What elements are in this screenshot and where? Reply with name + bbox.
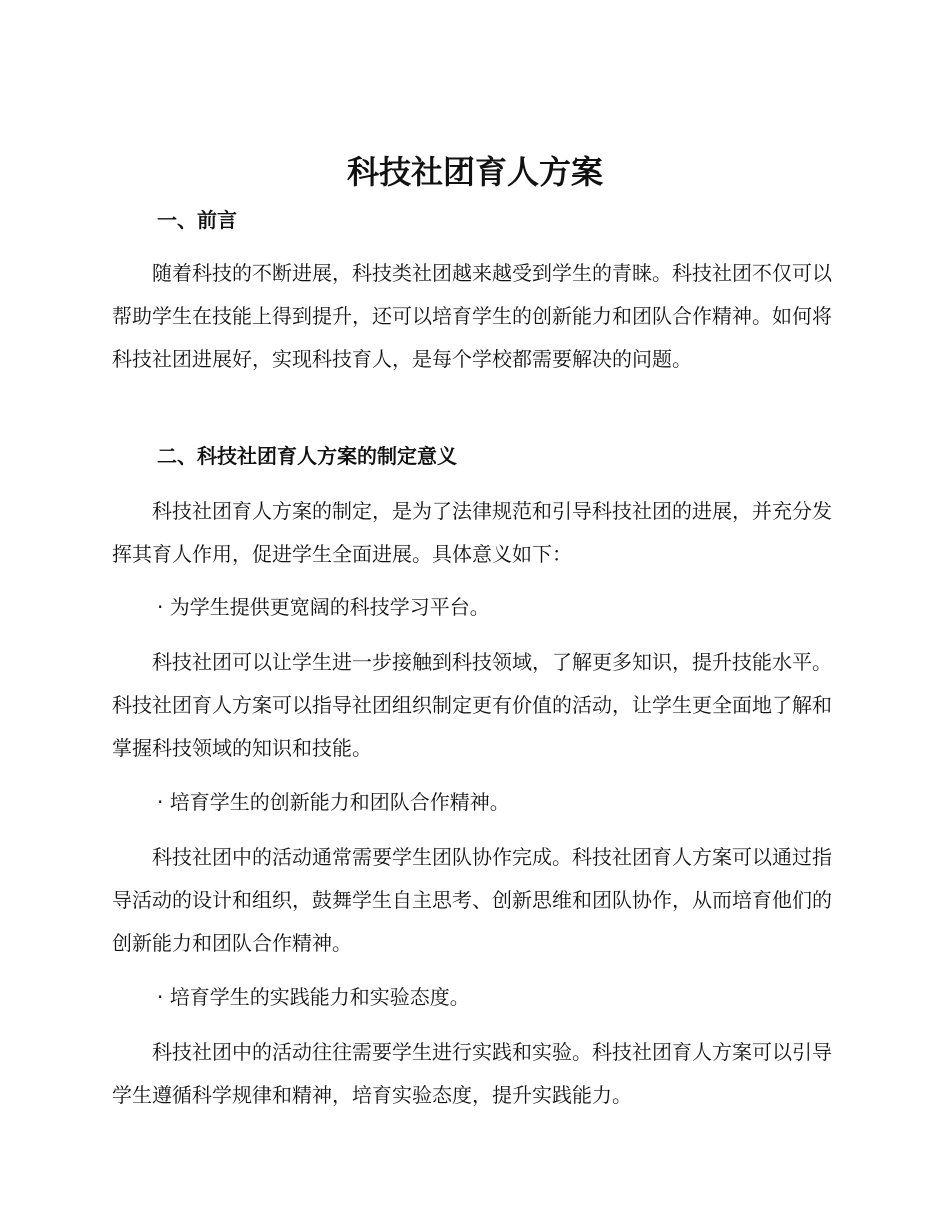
bullet-point-1: · 为学生提供更宽阔的科技学习平台。 xyxy=(157,595,490,619)
bullet-point-1-paragraph: 科技社团可以让学生进一步接触到科技领域，了解更多知识，提升技能水平。科技社团育人方案可以指导社团组织制定更有价值的活动，让学生更全面地了解和掌握科技领域的知识和技能。 xyxy=(112,650,832,760)
section-heading-preface: 一、前言 xyxy=(157,208,237,232)
bullet-point-2-paragraph: 科技社团中的活动通常需要学生团队协作完成。科技社团育人方案可以通过指导活动的设计和组织，鼓舞学生自主思考、创新思维和团队协作，从而培育他们的创新能力和团队合作精神。 xyxy=(112,845,832,955)
significance-intro-paragraph: 科技社团育人方案的制定，是为了法律规范和引导科技社团的进展，并充分发挥其育人作用，促进学生全面进展。具体意义如下： xyxy=(112,499,832,566)
bullet-point-3: · 培育学生的实践能力和实验态度。 xyxy=(157,985,470,1009)
preface-paragraph: 随着科技的不断进展，科技类社团越来越受到学生的青睐。科技社团不仅可以帮助学生在技能上得到提升，还可以培育学生的创新能力和团队合作精神。如何将科技社团进展好，实现科技育人，是每个学校都需要解决的问题。 xyxy=(112,261,832,371)
section-heading-significance: 二、科技社团育人方案的制定意义 xyxy=(157,444,457,468)
bullet-point-3-paragraph: 科技社团中的活动往往需要学生进行实践和实验。科技社团育人方案可以引导学生遵循科学规律和精神，培育实验态度，提升实践能力。 xyxy=(112,1040,832,1107)
document-title: 科技社团育人方案 xyxy=(346,153,603,191)
bullet-point-2: · 培育学生的创新能力和团队合作精神。 xyxy=(157,790,510,814)
